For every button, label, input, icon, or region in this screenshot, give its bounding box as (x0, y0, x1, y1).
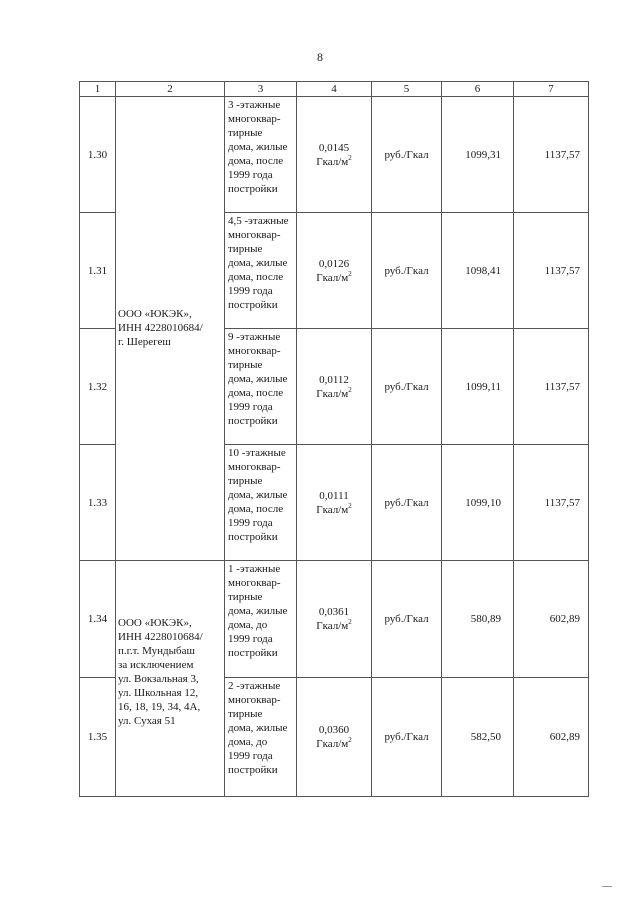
norm-value: 0,0111 (319, 489, 349, 502)
header-cell: 5 (372, 82, 442, 97)
tariff-value-col6: 580,89 (442, 561, 514, 678)
building-type-line: 9 -этажные (228, 331, 281, 343)
building-type-line: тирные (228, 591, 263, 603)
norm-unit (297, 619, 371, 633)
building-type-line: дома, после (228, 387, 284, 399)
tariff-value-col6: 1099,11 (442, 329, 514, 445)
norm-unit-exponent: 2 (348, 385, 352, 394)
consumption-norm-cell (297, 445, 372, 561)
row-number: 1.34 (80, 561, 116, 678)
norm-unit-exponent: 2 (348, 501, 352, 510)
consumption-norm-cell (297, 213, 372, 329)
building-type-line: дома, жилые (228, 489, 288, 501)
building-type-line: тирные (228, 243, 263, 255)
building-type-line: многоквар- (228, 694, 281, 706)
building-type-line: многоквар- (228, 113, 281, 125)
building-type-line: дома, жилые (228, 141, 288, 153)
building-type-line: тирные (228, 127, 263, 139)
tariff-value-col7: 1137,57 (514, 329, 589, 445)
building-type-line: многоквар- (228, 345, 281, 357)
organization-cell (116, 97, 225, 561)
table-row (80, 561, 589, 678)
table-body (80, 82, 589, 797)
tariff-unit: руб./Гкал (372, 97, 442, 213)
organization-line: ИНН 4228010684/ (118, 631, 203, 643)
building-type-line: 1999 года (228, 633, 273, 645)
consumption-norm-cell (297, 678, 372, 797)
building-type-cell (225, 97, 297, 213)
organization-cell (116, 561, 225, 797)
building-type-line: 3 -этажные (228, 99, 281, 111)
norm-value: 0,0126 (318, 257, 350, 270)
building-type-line: тирные (228, 708, 263, 720)
building-type-line: тирные (228, 475, 263, 487)
building-type-line: дома, жилые (228, 373, 288, 385)
norm-unit-text: Гкал/м (316, 503, 349, 516)
header-row (80, 82, 589, 97)
norm-unit (297, 271, 371, 285)
tariff-unit: руб./Гкал (372, 213, 442, 329)
tariff-unit: руб./Гкал (372, 329, 442, 445)
norm-value: 0,0360 (318, 724, 350, 736)
row-number: 1.32 (80, 329, 116, 445)
header-cell: 3 (225, 82, 297, 97)
tariff-value-col6: 582,50 (442, 678, 514, 797)
building-type-line: 1999 года (228, 517, 273, 529)
tariff-unit: руб./Гкал (372, 445, 442, 561)
tariff-unit: руб./Гкал (372, 561, 442, 678)
norm-value: 0,0112 (319, 373, 349, 386)
building-type-line: многоквар- (228, 577, 281, 589)
organization-line: ООО «ЮКЭК», (118, 308, 192, 320)
row-number: 1.33 (80, 445, 116, 561)
norm-value: 0,0361 (318, 606, 350, 618)
organization-line: ООО «ЮКЭК», (118, 617, 192, 629)
norm-unit-text: Гкал/м (316, 387, 349, 400)
norm-unit (297, 155, 371, 169)
building-type-cell (225, 561, 297, 678)
organization-line: ул. Школьная 12, (118, 687, 199, 699)
organization-line: 16, 18, 19, 34, 4А, (118, 701, 201, 713)
building-type-line: дома, после (228, 503, 284, 515)
building-type-line: постройки (228, 299, 278, 311)
norm-unit-exponent: 2 (348, 153, 352, 162)
building-type-line: постройки (228, 531, 278, 543)
tariff-value-col7: 1137,57 (514, 445, 589, 561)
tariff-table (79, 81, 589, 797)
building-type-line: многоквар- (228, 461, 281, 473)
header-cell: 7 (514, 82, 589, 97)
norm-value: 0,0145 (318, 141, 350, 154)
building-type-line: 4,5 -этажные (228, 215, 289, 227)
consumption-norm-cell (297, 97, 372, 213)
organization-line: за исключением (118, 659, 194, 671)
norm-unit (297, 503, 371, 517)
row-number: 1.30 (80, 97, 116, 213)
building-type-line: 1999 года (228, 169, 273, 181)
building-type-line: дома, жилые (228, 257, 288, 269)
tariff-value-col6: 1098,41 (442, 213, 514, 329)
norm-unit (297, 737, 371, 751)
tariff-value-col7: 1137,57 (514, 97, 589, 213)
building-type-line: постройки (228, 415, 278, 427)
building-type-line: 1999 года (228, 401, 273, 413)
building-type-line: 1999 года (228, 285, 273, 297)
organization-line: ИНН 4228010684/ (118, 322, 203, 334)
norm-unit (297, 387, 371, 401)
tariff-unit: руб./Гкал (372, 678, 442, 797)
tariff-value-col7: 1137,57 (514, 213, 589, 329)
building-type-cell (225, 213, 297, 329)
scan-mark (602, 886, 612, 887)
norm-unit-text: Гкал/м (316, 620, 349, 632)
organization-line: п.г.т. Мундыбаш (118, 645, 195, 657)
norm-unit-text: Гкал/м (316, 738, 349, 750)
table-row (80, 97, 589, 213)
building-type-line: постройки (228, 764, 278, 776)
building-type-line: 1 -этажные (228, 563, 281, 575)
building-type-line: тирные (228, 359, 263, 371)
building-type-line: 10 -этажные (228, 447, 286, 459)
building-type-line: дома, жилые (228, 605, 288, 617)
building-type-line: дома, после (228, 155, 284, 167)
building-type-line: постройки (228, 647, 278, 659)
norm-unit-text: Гкал/м (316, 271, 349, 284)
organization-line: ул. Вокзальная 3, (118, 673, 199, 685)
building-type-line: дома, после (228, 271, 284, 283)
row-number: 1.35 (80, 678, 116, 797)
consumption-norm-cell (297, 329, 372, 445)
norm-unit-exponent: 2 (348, 618, 352, 626)
norm-unit-exponent: 2 (348, 736, 352, 744)
building-type-cell (225, 329, 297, 445)
tariff-value-col7: 602,89 (514, 561, 589, 678)
building-type-cell (225, 445, 297, 561)
organization-line: г. Шерегеш (118, 336, 171, 348)
header-cell: 4 (297, 82, 372, 97)
header-cell: 1 (80, 82, 116, 97)
consumption-norm-cell (297, 561, 372, 678)
building-type-line: многоквар- (228, 229, 281, 241)
building-type-line: 2 -этажные (228, 680, 281, 692)
building-type-cell (225, 678, 297, 797)
building-type-line: дома, до (228, 736, 268, 748)
header-cell: 6 (442, 82, 514, 97)
page-number: 8 (317, 50, 323, 64)
header-cell: 2 (116, 82, 225, 97)
organization-line: ул. Сухая 51 (118, 715, 176, 727)
norm-unit-exponent: 2 (348, 269, 352, 278)
building-type-line: дома, до (228, 619, 268, 631)
building-type-line: дома, жилые (228, 722, 288, 734)
building-type-line: 1999 года (228, 750, 273, 762)
tariff-value-col6: 1099,10 (442, 445, 514, 561)
tariff-value-col7: 602,89 (514, 678, 589, 797)
tariff-value-col6: 1099,31 (442, 97, 514, 213)
norm-unit-text: Гкал/м (316, 155, 349, 168)
row-number: 1.31 (80, 213, 116, 329)
building-type-line: постройки (228, 183, 278, 195)
